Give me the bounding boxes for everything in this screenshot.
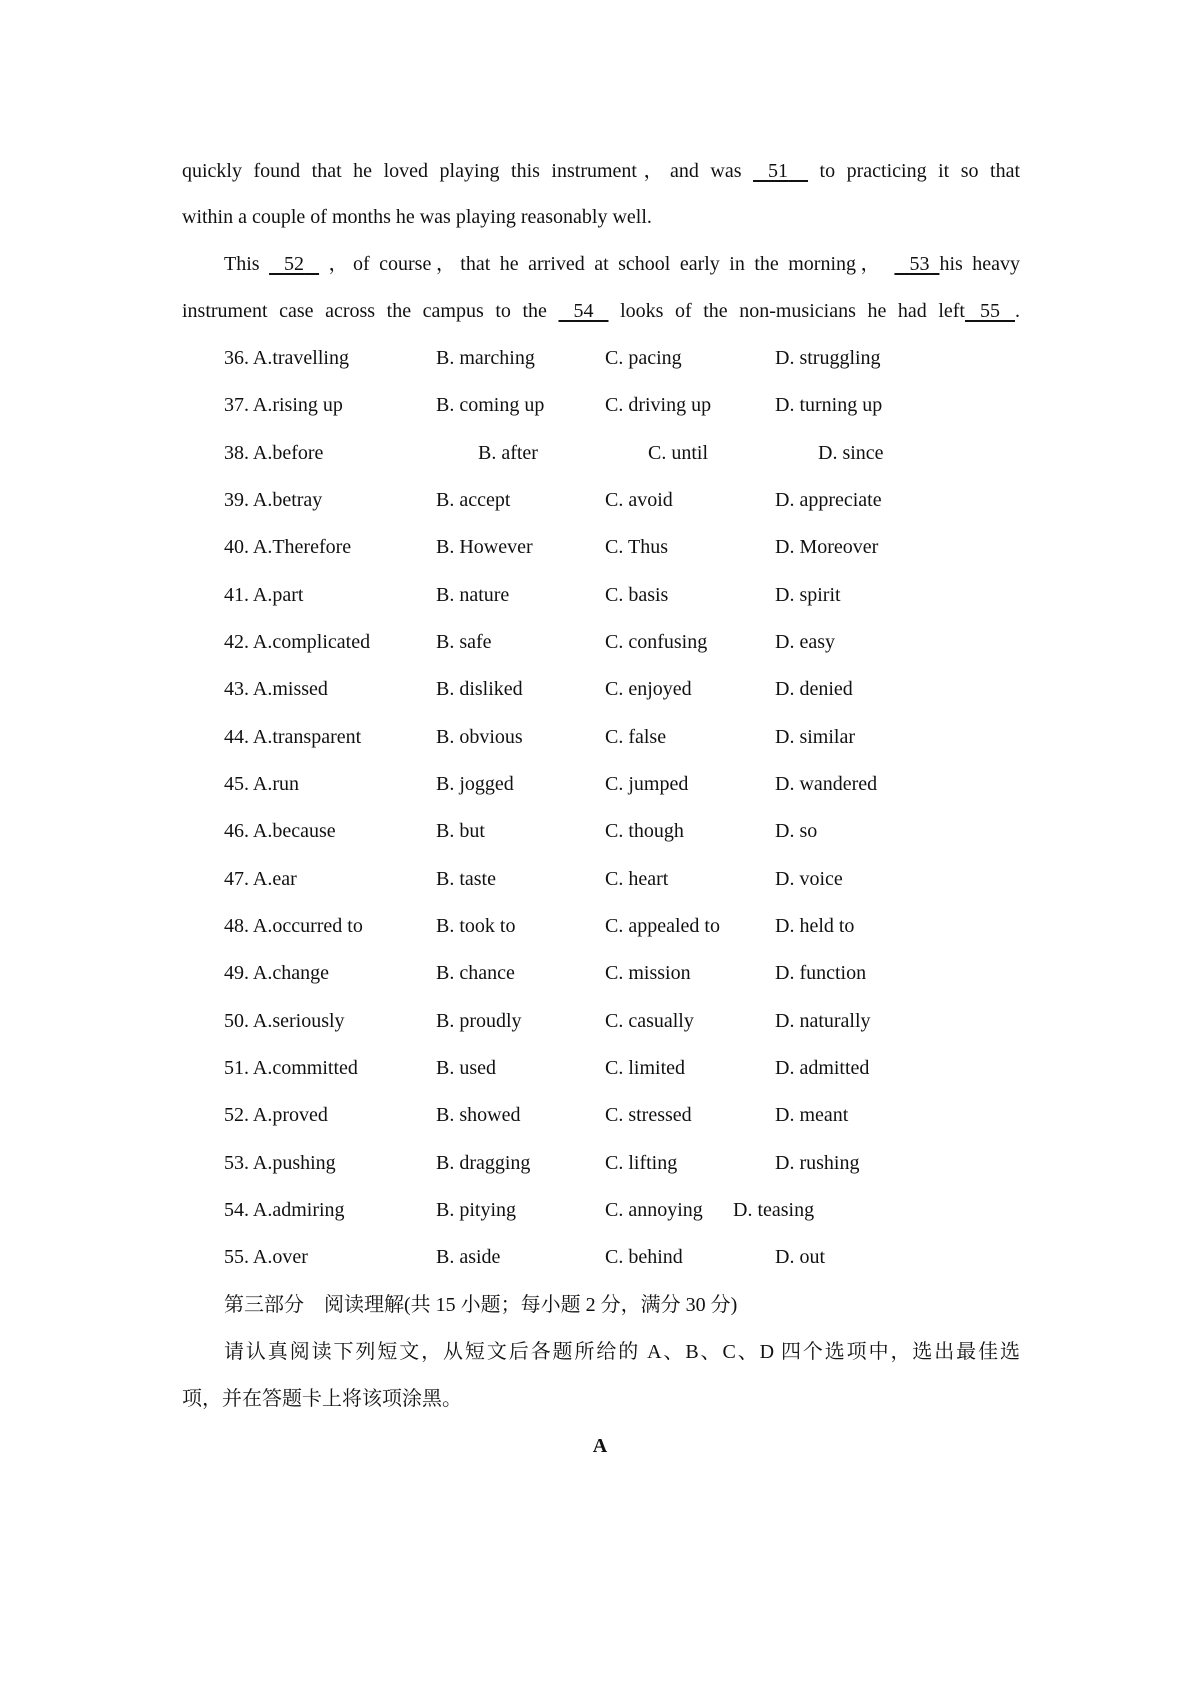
option-b: B. showed [436,1104,521,1126]
option-c: C. annoying [605,1199,703,1221]
blank-53: 53 [909,253,930,275]
passage-text: looks of the non-musicians he had left [620,300,965,322]
option-c: C. Thus [605,536,668,558]
question-row [0,1245,1200,1271]
option-a: 39. A.betray [224,489,323,511]
option-a: 37. A.rising up [224,394,343,416]
option-b: B. accept [436,489,511,511]
section-title: 第三部分 阅读理解(共 15 小题；每小题 2 分，满分 30 分) [224,1294,738,1316]
question-row [0,1056,1200,1082]
option-a: 38. A.before [224,442,324,464]
option-d: D. appreciate [775,489,882,511]
option-d: D. turning up [775,394,883,416]
option-c: C. pacing [605,347,682,369]
option-c: C. though [605,820,684,842]
option-a: 55. A.over [224,1246,308,1268]
option-c: C. limited [605,1057,685,1079]
option-a: 36. A.travelling [224,347,349,369]
option-c: C. casually [605,1010,694,1032]
section-instruction-line-1: 请认真阅读下列短文，从短文后各题所给的 A、B、C、D 四个选项中，选出最佳选 [224,1341,1020,1363]
passage-text: ，of course，that he arrived at school early in the morning， [328,253,885,275]
option-a: 53. A.pushing [224,1152,336,1174]
option-b: B. disliked [436,678,523,700]
question-row [0,393,1200,419]
question-row [0,819,1200,845]
option-d: D. rushing [775,1152,860,1174]
question-row [0,488,1200,514]
option-c: C. basis [605,584,669,606]
option-b: B. safe [436,631,492,653]
option-b: B. used [436,1057,496,1079]
option-d: D. voice [775,868,843,890]
option-a: 51. A.committed [224,1057,358,1079]
option-d: D. denied [775,678,853,700]
question-row [0,630,1200,656]
option-b: B. marching [436,347,535,369]
option-d: D. Moreover [775,536,879,558]
option-b: B. proudly [436,1010,522,1032]
question-row [0,441,1200,467]
option-b: B. nature [436,584,510,606]
option-d: D. spirit [775,584,841,606]
question-row [0,535,1200,561]
option-c: C. confusing [605,631,708,653]
option-d: D. struggling [775,347,881,369]
option-a: 41. A.part [224,584,304,606]
option-d: D. admitted [775,1057,870,1079]
option-b: B. dragging [436,1152,531,1174]
option-d: D. naturally [775,1010,871,1032]
option-a: 45. A.run [224,773,299,795]
blank-51: 51 [768,160,789,182]
option-c: C. heart [605,868,669,890]
passage-label: A [592,1435,608,1457]
passage-text: his heavy [939,253,1021,275]
option-c: C. mission [605,962,691,984]
option-c: C. jumped [605,773,689,795]
question-row [0,677,1200,703]
option-b: B. jogged [436,773,514,795]
option-b: B. taste [436,868,496,890]
section-instruction-line-2: 项，并在答题卡上将该项涂黑。 [182,1388,462,1410]
option-b: B. obvious [436,726,523,748]
question-row [0,961,1200,987]
option-d: D. easy [775,631,835,653]
blank-55: 55 [980,300,1000,322]
option-c: C. enjoyed [605,678,692,700]
option-b: B. aside [436,1246,501,1268]
question-row [0,1009,1200,1035]
question-row [0,725,1200,751]
blank-52: 52 [284,253,305,275]
option-d: D. since [818,442,884,464]
passage-line-1 [182,159,1020,183]
option-a: 48. A.occurred to [224,915,363,937]
question-row [0,1103,1200,1129]
question-row [0,1198,1200,1224]
passage-line-2: within a couple of months he was playing reasonably well. [182,206,652,228]
passage-text: instrument case across the campus to the [182,300,547,322]
option-b: B. pitying [436,1199,517,1221]
option-c: C. driving up [605,394,712,416]
option-d: D. meant [775,1104,849,1126]
option-a: 44. A.transparent [224,726,362,748]
passage-text: This [224,253,260,275]
passage-text: . [1015,300,1020,322]
passage-text: quickly found that he loved playing this instrument，and was [182,160,742,182]
option-d: D. teasing [733,1199,815,1221]
option-a: 40. A.Therefore [224,536,352,558]
option-b: B. However [436,536,533,558]
option-d: D. similar [775,726,855,748]
option-a: 52. A.proved [224,1104,328,1126]
passage-line-3 [224,252,1020,276]
option-c: C. appealed to [605,915,720,937]
option-b: B. after [478,442,538,464]
question-row [0,914,1200,940]
question-row [0,867,1200,893]
option-b: B. took to [436,915,516,937]
question-row [0,583,1200,609]
blank-54: 54 [573,300,594,322]
option-c: C. avoid [605,489,673,511]
question-row [0,772,1200,798]
option-d: D. out [775,1246,825,1268]
option-a: 43. A.missed [224,678,328,700]
option-b: B. chance [436,962,515,984]
option-c: C. behind [605,1246,683,1268]
option-c: C. until [648,442,709,464]
question-row [0,1151,1200,1177]
option-c: C. lifting [605,1152,678,1174]
option-a: 46. A.because [224,820,336,842]
passage-text: to practicing it so that [819,160,1021,182]
option-b: B. but [436,820,485,842]
option-d: D. held to [775,915,855,937]
option-c: C. stressed [605,1104,692,1126]
question-row [0,346,1200,372]
option-d: D. wandered [775,773,878,795]
option-a: 49. A.change [224,962,329,984]
option-d: D. function [775,962,867,984]
passage-line-4 [182,299,1020,323]
option-a: 47. A.ear [224,868,297,890]
option-d: D. so [775,820,818,842]
option-a: 42. A.complicated [224,631,371,653]
option-a: 54. A.admiring [224,1199,345,1221]
option-a: 50. A.seriously [224,1010,345,1032]
option-b: B. coming up [436,394,545,416]
option-c: C. false [605,726,667,748]
